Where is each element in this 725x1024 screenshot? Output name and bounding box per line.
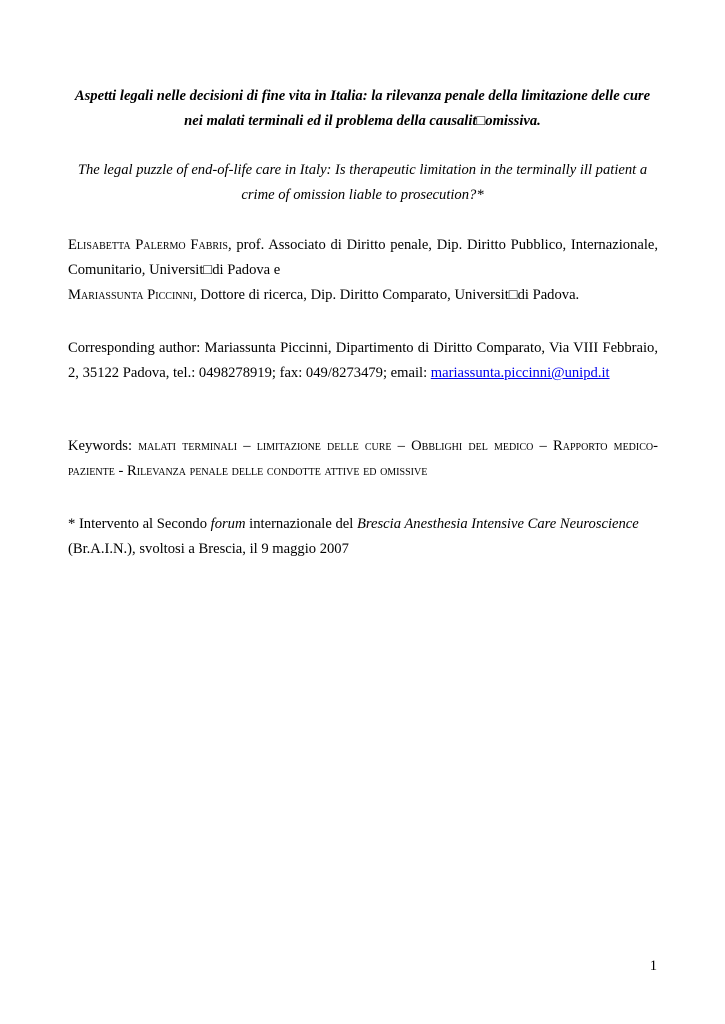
footnote (68, 512, 658, 562)
author-affiliation: , prof. Associato di Diritto penale, Dip. Diritto Pubblico, Internazionale, Comunitario, Universit□di Padova e (68, 237, 658, 278)
author-entry (68, 283, 658, 308)
footnote-suffix: (Br.A.I.N.), svoltosi a Brescia, il 9 maggio 2007 (68, 541, 349, 557)
author-name: Elisabetta Palermo Fabris (68, 237, 228, 253)
email-link[interactable]: mariassunta.piccinni@unipd.it (430, 365, 610, 381)
english-title-line-1: The legal puzzle of end-of-life care in Italy: Is therapeutic limitation in the terminally ill patient a (77, 162, 648, 178)
footnote-prefix: * Intervento al Secondo (68, 516, 211, 532)
english-title-line-2: crime of omission liable to prosecution?* (241, 187, 484, 203)
keywords-label: Keywords: (68, 438, 139, 454)
footnote-event-name: Brescia Anesthesia Intensive Care Neuroscience (356, 516, 639, 532)
author-name: Mariassunta Piccinni (68, 287, 194, 303)
corresponding-author (68, 336, 658, 386)
corresponding-author-text: Corresponding author: Mariassunta Piccinni, Dipartimento di Diritto Comparato, Via VIII Febbraio, 2, 35122 Padova, tel.: 0498278919; fax: 049/8273479; email: (68, 340, 658, 381)
italian-title-line-1: Aspetti legali nelle decisioni di fine vita in Italia: la rilevanza penale della limitazione delle cure (74, 88, 651, 104)
footnote-forum: forum (210, 516, 246, 532)
keywords-block (68, 434, 658, 484)
footnote-middle: internazionale del (245, 516, 357, 532)
author-affiliation: , Dottore di ricerca, Dip. Diritto Comparato, Universit□di Padova. (193, 287, 580, 303)
author-entry (68, 233, 658, 283)
english-title (60, 158, 665, 208)
page-number: 1 (649, 958, 657, 974)
authors-block (68, 233, 658, 308)
keywords-list: malati terminali – limitazione delle cure – Obblighi del medico – Rapporto medico-paziente - Rilevanza penale delle condotte attive ed omissive (68, 438, 658, 479)
italian-title-line-2: nei malati terminali ed il problema della causalit□omissiva. (184, 113, 541, 129)
italian-title (60, 84, 665, 134)
